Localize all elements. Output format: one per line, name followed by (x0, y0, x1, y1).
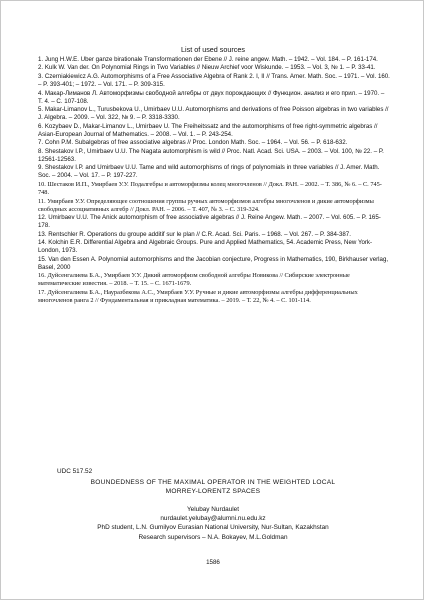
author-name: Yelubay Nurdaulet (187, 506, 239, 513)
article-title-line-2: MORREY-LORENTZ SPACES (165, 488, 261, 495)
udc-code: UDC 517.52 (57, 468, 93, 475)
author-block (1, 505, 424, 542)
reference-item: 10. Шестаков И.П., Умирбаев У.У. Подалгебры и автоморфизмы колец многочленов // Докл. РАН. – 2002. – Т. 386, № 6. – С. 745-748. (38, 180, 382, 197)
reference-item: 7. Cohn P.M. Subalgebras of free associative algebras // Proc. London Math. Soc. – 1964. – Vol. 56. – P. 618-632. (38, 139, 348, 147)
reference-item: 11. Умирбаев У.У. Определяющее соотношения группы ручных автоморфизмов алгебры многочленов и дикие автоморфизмы свободных ассоциативных алгебр // Докл. РАН. – 2006. – Т. 407, № 3. – С. 319-324. (38, 197, 374, 213)
author-affiliation: PhD student, L.N. Gumilyov Eurasian National University, Nur-Sultan, Kazakhstan (97, 524, 329, 532)
reference-item: 6. Kozybaev D., Makar-Limanov L., Umirbaev U. The Freiheitssatz and the automorphisms of free right-symmetric algebras // Asian-European Journal of Mathematics. – 2008. – Vol. 1. – P. 243-254. (38, 122, 378, 138)
reference-item: 5. Makar-Limanov L., Turusbekova U., Umirbaev U.U. Automorphisms and derivations of free Poisson algebras in two variables // J. Algebra. – 2009. – Vol. 322, № 9. – P. 3318-3330. (38, 106, 389, 122)
references-heading: List of used sources (181, 45, 245, 54)
article-title (1, 478, 424, 496)
reference-item: 8. Shestakov I.P., Umirbaev U.U. The Nagata automorphism is wild // Proc. Natl. Acad. Sci. USA. – 2003. – Vol. 100, № 22. – P. 12561-12563. (38, 147, 384, 163)
reference-item: 16. Дуйсенгалиева Б.А., Умирбаев У.У. Дикий автоморфизм свободной алгебры Новикова // Сибирские электронные математические известия. – 2018. – Т. 15. – С. 1671-1679. (38, 272, 350, 288)
references-list (38, 56, 390, 305)
research-supervisors: Research supervisors – N.A. Bokayev, M.L.Goldman (138, 533, 288, 541)
reference-item: 14. Kolchin E.R. Differential Algebra and Algebraic Groups. Pure and Applied Mathematics, 54. Academic Press, New York-London, 1973. (38, 239, 373, 255)
reference-item: 15. Van den Essen A. Polynomial automorphisms and the Jacobian conjecture, Progress in Mathematics, 190, Birkhauser verlag, Basel, 2000 (38, 255, 389, 271)
reference-item: 4. Макар-Лиманов Л. Автоморфизмы свободной алгебры от двух порождающих // Функцион. анализ и его прил. – 1970. – Т. 4. – С. 107-108. (38, 89, 385, 105)
reference-item: 12. Umirbaev U.U. The Anick automorphism of free associative algebras // J. Reine Angew. Math. – 2007. – Vol. 605. – P. 165-178. (38, 214, 381, 230)
reference-item: 17. Дуйсенгалиева Б.А., Науразбекова А.С., Умирбаев У.У. Ручные и дикие автоморфизмы алгебры дифференциальных многочленов ранга 2 // Фундаментальная и прикладная математика. – 2019. – Т. 22, № 4. – С. 101-114. (38, 288, 358, 304)
reference-item: 1. Jung H.W.E. Uber ganze birationale Transformationen der Ebene // J. reine angew. Math. – 1942. – Vol. 184. – P. 161-174. (38, 56, 378, 63)
reference-item: 13. Rentschler R. Operations du groupe additif sur le plan // C.R. Acad. Sci. Paris. – 1968. – Vol. 267. – P. 384-387. (38, 230, 351, 238)
reference-item: 2. Kulk W. Van der. On Polynomial Rings in Two Variables // Nieuw Archief voor Wiskunde. – 1953. – Vol. 3, № 1. – P. 33-41. (38, 64, 376, 72)
reference-item: 3. Czerniakiewicz A.G. Automorphisms of a Free Associative Algebra of Rank 2. I, II // Trans. Amer. Math. Soc. – 1971. – Vol. 160. – P. 393-401; – 1972. – Vol. 171. – P. 309-315. (38, 72, 390, 89)
reference-item: 9. Shestakov I.P. and Umirbaev U.U. Tame and wild automorphisms of rings of polynomials in three variables // J. Amer. Math. Soc. – 2004. – Vol. 17. – P. 197-227. (38, 164, 380, 180)
article-title-line-1: BOUNDEDNESS OF THE MAXIMAL OPERATOR IN THE WEIGHTED LOCAL (90, 479, 336, 486)
author-email: nurdaulet.yelubay@alumni.nu.edu.kz (160, 515, 266, 523)
page-number: 1586 (206, 559, 220, 566)
